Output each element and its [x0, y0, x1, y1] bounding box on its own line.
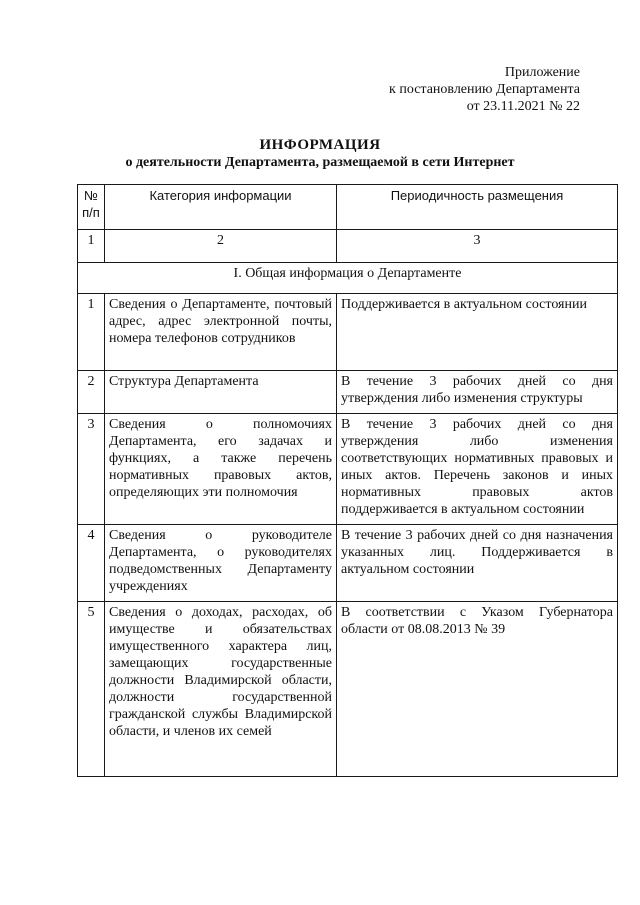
- table-row: [78, 414, 618, 525]
- row-period: В течение 3 рабочих дней со дня утверждения либо изменения соответствующих нормативных правовых и иных актов. Перечень законов и иных нормативных правовых актов поддерживается в актуальном состоянии: [337, 414, 618, 525]
- appendix-header: [320, 64, 580, 115]
- table-row: [78, 525, 618, 602]
- table-row: [78, 294, 618, 371]
- row-category: Сведения о Департаменте, почтовый адрес, адрес электронной почты, номера телефонов сотрудников: [105, 294, 337, 371]
- column-number-3: 3: [337, 230, 618, 263]
- section-title: I. Общая информация о Департаменте: [78, 263, 618, 294]
- table-row: [78, 371, 618, 414]
- header-num: № п/п: [78, 185, 105, 230]
- row-category: Структура Департамента: [105, 371, 337, 414]
- row-period: В соответствии с Указом Губернатора области от 08.08.2013 № 39: [337, 602, 618, 777]
- row-num: 3: [78, 414, 105, 525]
- document-title: [0, 136, 640, 172]
- appendix-decree-ref: к постановлению Департамента: [389, 82, 580, 97]
- column-numbers-row: [78, 230, 618, 263]
- appendix-title: Приложение: [504, 65, 580, 80]
- row-period: Поддерживается в актуальном состоянии: [337, 294, 618, 371]
- document-title-sub: о деятельности Департамента, размещаемой в сети Интернет: [125, 155, 515, 170]
- header-period: Периодичность размещения: [337, 185, 618, 230]
- row-category: Сведения о доходах, расходах, об имуществе и обязательствах имущественного характера лиц, замещающих государственные должности Владимирской области, должности государственной гражданской службы Владимирской области, и членов их семей: [105, 602, 337, 777]
- row-category: Сведения о полномочиях Департамента, его задачах и функциях, а также перечень нормативных правовых актов, определяющих эти полномочия: [105, 414, 337, 525]
- row-num: 4: [78, 525, 105, 602]
- column-number-1: 1: [78, 230, 105, 263]
- table-row: [78, 602, 618, 777]
- table-header-row: [78, 185, 618, 230]
- document-title-main: ИНФОРМАЦИЯ: [259, 137, 381, 153]
- section-row: [78, 263, 618, 294]
- row-period: В течение 3 рабочих дней со дня назначения указанных лиц. Поддерживается в актуальном состоянии: [337, 525, 618, 602]
- row-num: 2: [78, 371, 105, 414]
- row-num: 5: [78, 602, 105, 777]
- information-table: [77, 184, 618, 777]
- header-category: Категория информации: [105, 185, 337, 230]
- appendix-decree-date: от 23.11.2021 № 22: [466, 99, 580, 114]
- row-category: Сведения о руководителе Департамента, о руководителях подведомственных Департаменту учреждениях: [105, 525, 337, 602]
- row-period: В течение 3 рабочих дней со дня утверждения либо изменения структуры: [337, 371, 618, 414]
- column-number-2: 2: [105, 230, 337, 263]
- row-num: 1: [78, 294, 105, 371]
